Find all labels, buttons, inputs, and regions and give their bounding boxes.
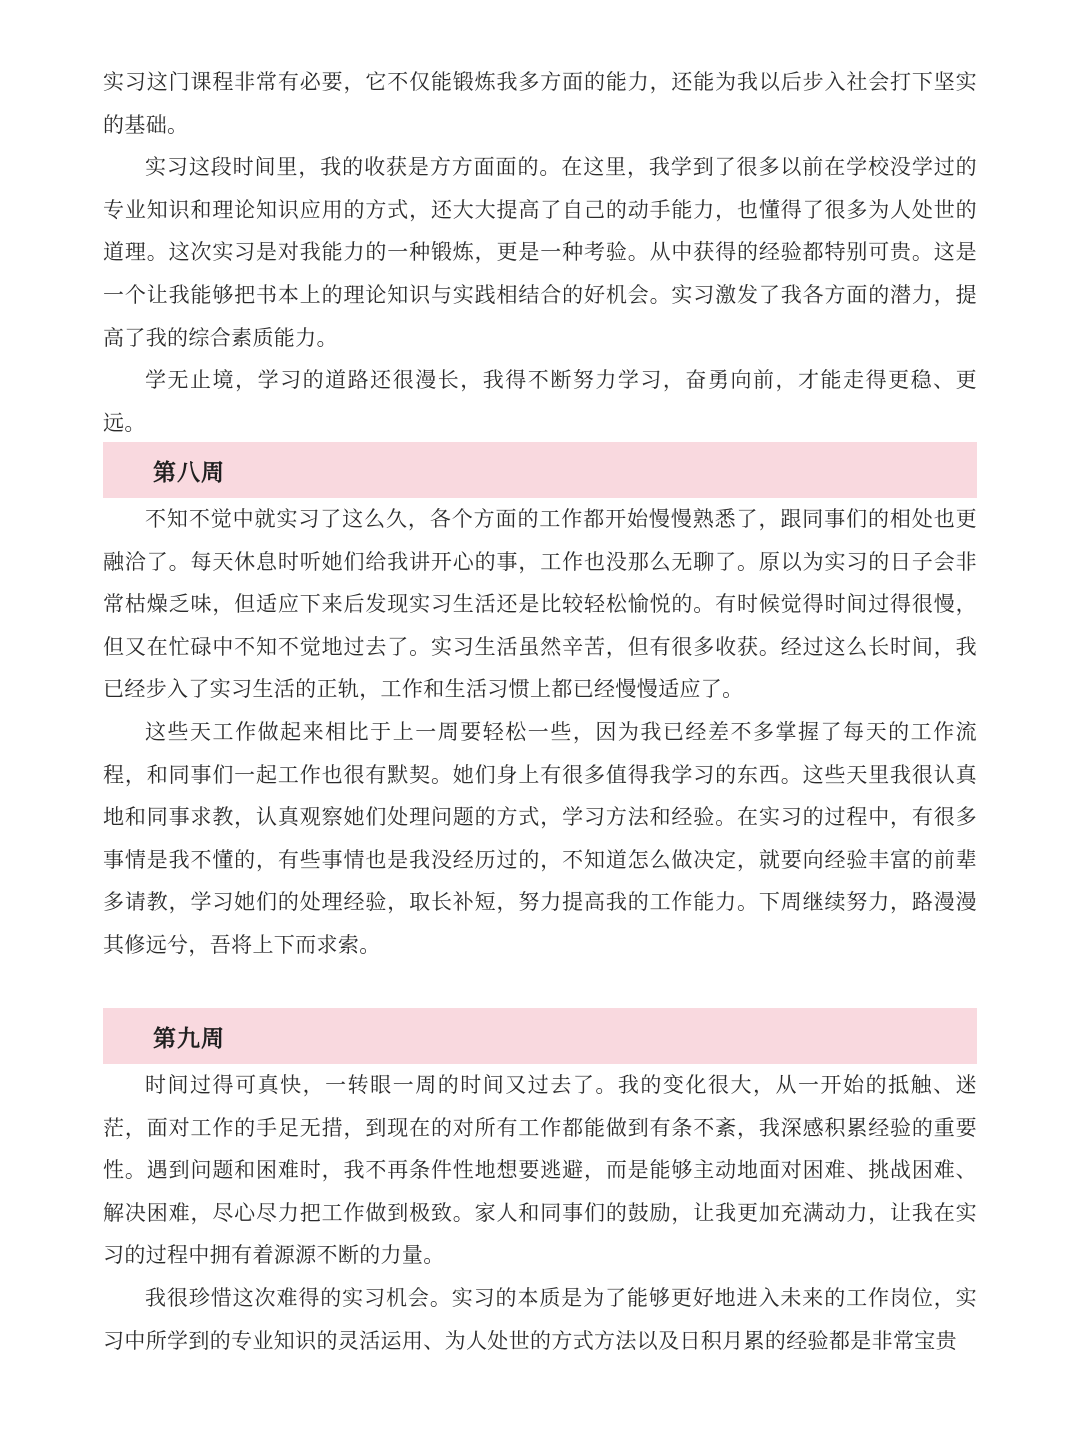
paragraph: 我很珍惜这次难得的实习机会。实习的本质是为了能够更好地进入未来的工作岗位，实习中所学到的专业知识的灵活运用、为人处世的方式方法以及日积月累的经验都是非常宝贵 [103, 1285, 977, 1353]
week9-title: 第九周 [153, 1025, 225, 1052]
paragraph: 实习这段时间里，我的收获是方方面面的。在这里，我学到了很多以前在学校没学过的专业知识和理论知识应用的方式，还大大提高了自己的动手能力，也懂得了很多为人处世的道理。这次实习是对我能力的一种锻炼，更是一种考验。从中获得的经验都特别可贵。这是一个让我能够把书本上的理论知识与实践相结合的好机会。实习激发了我各方面的潜力，提高了我的综合素质能力。 [103, 155, 977, 350]
week9-header [103, 1008, 977, 1064]
paragraph: 实习这门课程非常有必要，它不仅能锻炼我多方面的能力，还能为我以后步入社会打下坚实的基础。 [103, 70, 977, 137]
week8-title: 第八周 [153, 459, 225, 486]
paragraph: 不知不觉中就实习了这么久，各个方面的工作都开始慢慢熟悉了，跟同事们的相处也更融洽了。每天休息时听她们给我讲开心的事，工作也没那么无聊了。原以为实习的日子会非常枯燥乏味，但适应下来后发现实习生活还是比较轻松愉悦的。有时候觉得时间过得很慢，但又在忙碌中不知不觉地过去了。实习生活虽然辛苦，但有很多收获。经过这么长时间，我已经步入了实习生活的正轨，工作和生活习惯上都已经慢慢适应了。 [103, 507, 977, 702]
week9-section [103, 1064, 977, 1362]
intro-section [103, 61, 977, 444]
paragraph: 学无止境，学习的道路还很漫长，我得不断努力学习，奋勇向前，才能走得更稳、更远。 [103, 368, 977, 435]
week8-header [103, 442, 977, 498]
paragraph: 时间过得可真快，一转眼一周的时间又过去了。我的变化很大，从一开始的抵触、迷茫，面对工作的手足无措，到现在的对所有工作都能做到有条不紊，我深感积累经验的重要性。遇到问题和困难时，我不再条件性地想要逃避，而是能够主动地面对困难、挑战困难、解决困难，尽心尽力把工作做到极致。家人和同事们的鼓励，让我更加充满动力，让我在实习的过程中拥有着源源不断的力量。 [103, 1073, 977, 1268]
week8-section [103, 498, 977, 967]
paragraph: 这些天工作做起来相比于上一周要轻松一些，因为我已经差不多掌握了每天的工作流程，和同事们一起工作也很有默契。她们身上有很多值得我学习的东西。这些天里我很认真地和同事求教，认真观察她们处理问题的方式，学习方法和经验。在实习的过程中，有很多事情是我不懂的，有些事情也是我没经历过的，不知道怎么做决定，就要向经验丰富的前辈多请教，学习她们的处理经验，取长补短，努力提高我的工作能力。下周继续努力，路漫漫其修远兮，吾将上下而求索。 [103, 719, 977, 957]
